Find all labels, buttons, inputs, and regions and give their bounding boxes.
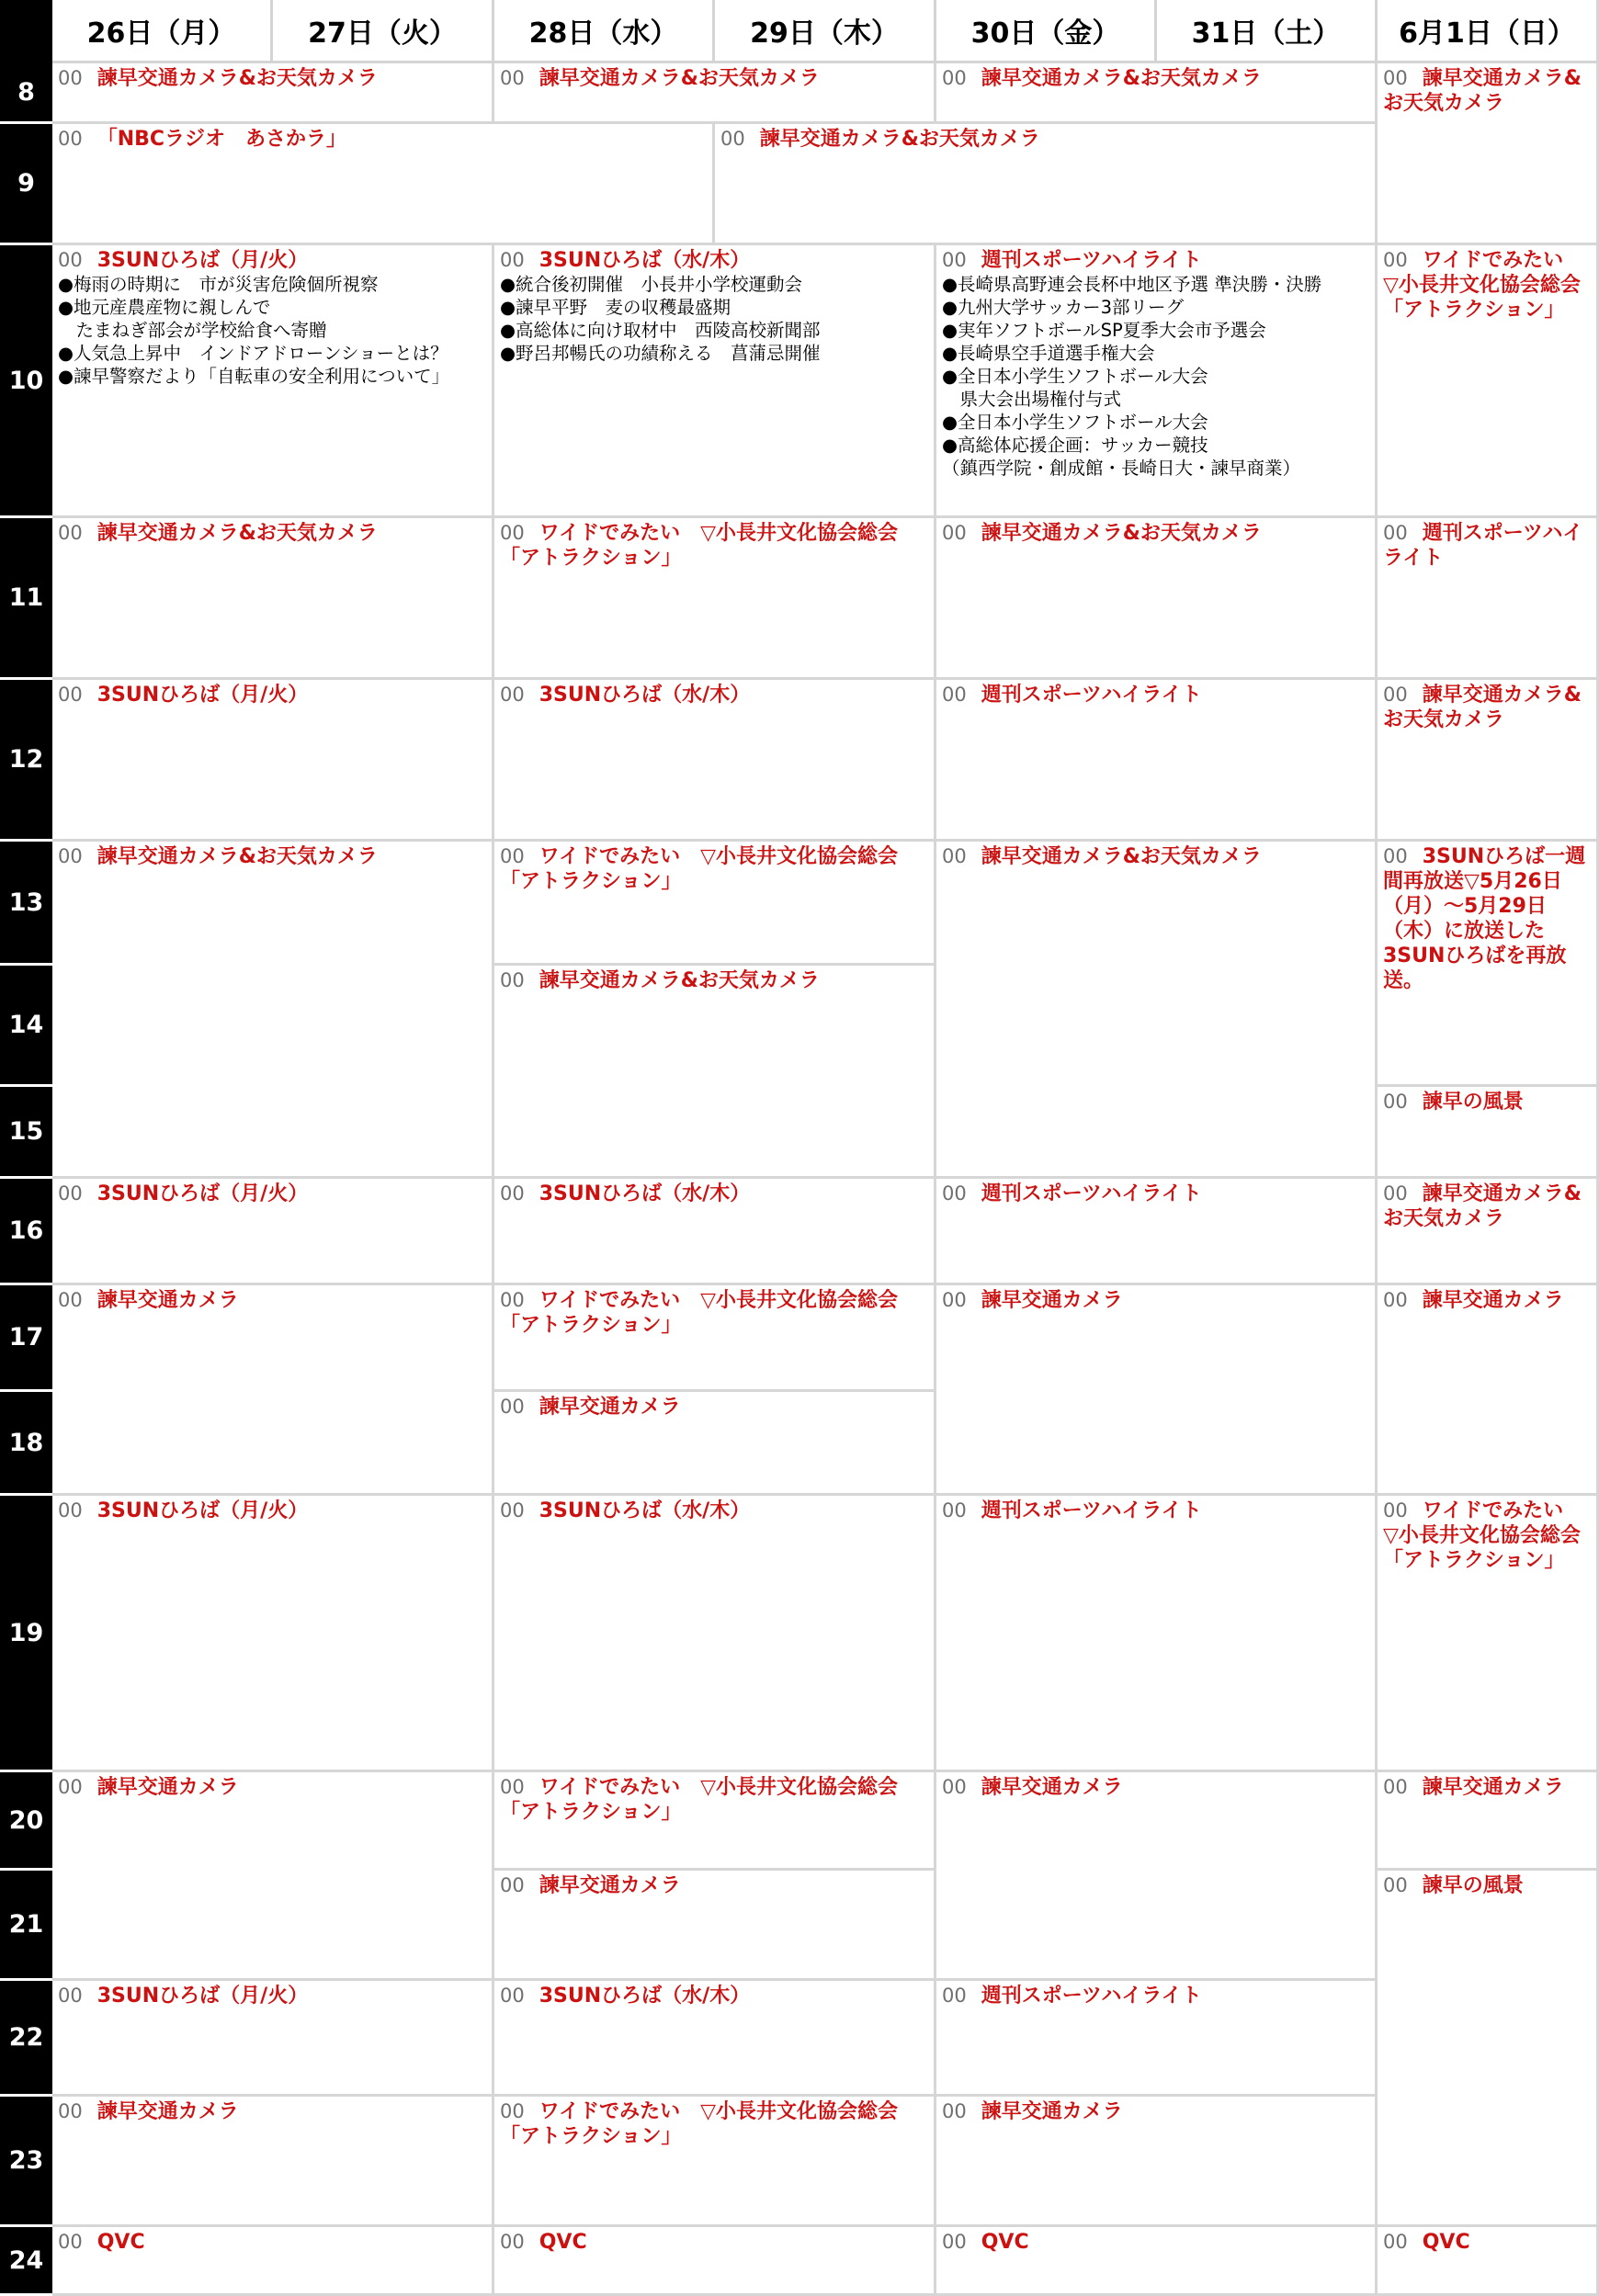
program-title: 週刊スポーツハイライト <box>981 1499 1202 1522</box>
program-minute: 00 <box>500 1289 525 1311</box>
program-heading <box>942 2230 1369 2255</box>
program-heading <box>500 683 928 707</box>
program-slot[interactable] <box>52 124 715 245</box>
program-minute: 00 <box>942 522 967 544</box>
program-detail: ●全日本小学生ソフトボール大会 <box>942 366 1208 387</box>
program-heading <box>1383 683 1591 732</box>
program-heading <box>942 2099 1369 2124</box>
day-header-4: 29日（木） <box>715 0 936 63</box>
program-slot[interactable] <box>494 63 936 124</box>
program-heading <box>1383 1182 1591 1231</box>
program-slot[interactable] <box>52 680 494 842</box>
program-minute: 00 <box>1383 2231 1408 2253</box>
program-heading <box>500 248 928 273</box>
program-heading <box>942 1288 1369 1313</box>
program-minute: 00 <box>58 128 83 150</box>
hour-label: 18 <box>0 1392 52 1496</box>
hour-label: 9 <box>0 124 52 245</box>
program-detail: （鎮西学院・創成館・長崎日大・諫早商業） <box>942 458 1301 479</box>
program-detail: ●高総体に向け取材中 西陵高校新聞部 <box>500 320 821 341</box>
program-title: 「NBCラジオ あさかラ」 <box>96 128 347 151</box>
program-slot[interactable] <box>1378 1179 1599 1285</box>
program-minute: 00 <box>942 684 967 706</box>
program-slot[interactable] <box>494 1772 936 1871</box>
program-heading <box>58 127 707 152</box>
program-slot[interactable] <box>494 518 936 680</box>
hour-label: 17 <box>0 1285 52 1392</box>
program-minute: 00 <box>58 845 83 867</box>
program-title: QVC <box>1422 2231 1470 2254</box>
program-minute: 00 <box>500 2100 525 2122</box>
day-header-5: 30日（金） <box>936 0 1157 63</box>
program-minute: 00 <box>1383 845 1408 867</box>
program-minute: 00 <box>58 522 83 544</box>
hour-label: 15 <box>0 1087 52 1179</box>
program-title: 諫早交通カメラ <box>96 2100 239 2123</box>
program-title: QVC <box>96 2231 145 2254</box>
program-slot[interactable] <box>1378 2227 1599 2296</box>
program-heading <box>58 1182 486 1206</box>
program-slot[interactable] <box>1378 245 1599 518</box>
program-slot[interactable] <box>52 63 494 124</box>
program-slot[interactable] <box>494 245 936 518</box>
program-slot[interactable] <box>52 2227 494 2296</box>
program-heading <box>942 1182 1369 1206</box>
program-heading <box>1383 248 1591 322</box>
program-title: 諫早交通カメラ&お天気カメラ <box>1383 684 1582 731</box>
program-slot[interactable] <box>1378 518 1599 680</box>
program-minute: 00 <box>500 1874 525 1896</box>
program-heading <box>942 1984 1369 2008</box>
program-heading <box>1383 2230 1591 2255</box>
program-title: 諫早交通カメラ <box>981 1289 1123 1312</box>
program-slot[interactable] <box>936 1285 1378 1496</box>
program-title: 3SUNひろば（月/火） <box>96 1182 309 1205</box>
program-detail: ●九州大学サッカー3部リーグ <box>942 297 1185 318</box>
program-heading <box>500 1182 928 1206</box>
program-title: 諫早交通カメラ&お天気カメラ <box>981 522 1262 545</box>
hour-label: 12 <box>0 680 52 842</box>
program-minute: 00 <box>58 1499 83 1521</box>
program-detail: ●統合後初開催 小長井小学校運動会 <box>500 274 803 295</box>
program-slot[interactable] <box>936 680 1378 842</box>
program-title: ワイドでみたい ▽小長井文化協会総会「アトラクション」 <box>500 845 898 893</box>
program-title: 諫早交通カメラ <box>539 1874 681 1897</box>
program-minute: 00 <box>942 249 967 271</box>
program-minute: 00 <box>500 1396 525 1418</box>
program-heading <box>58 248 486 273</box>
program-slot[interactable] <box>52 245 494 518</box>
program-detail: ●人気急上昇中 インドアドローンショーとは？ <box>58 343 448 364</box>
program-title: 3SUNひろば（水/木） <box>539 684 751 707</box>
program-minute: 00 <box>942 1182 967 1205</box>
program-minute: 00 <box>58 1985 83 2007</box>
program-heading <box>720 127 1369 152</box>
program-minute: 00 <box>58 1776 83 1798</box>
program-title: QVC <box>981 2231 1029 2254</box>
program-minute: 00 <box>1383 249 1408 271</box>
program-minute: 00 <box>58 67 83 89</box>
program-heading <box>942 248 1369 273</box>
program-slot[interactable] <box>52 1285 494 1496</box>
program-slot[interactable] <box>1378 680 1599 842</box>
program-title: 3SUNひろば（月/火） <box>96 684 309 707</box>
program-title: ワイドでみたい ▽小長井文化協会総会「アトラクション」 <box>1383 1499 1584 1572</box>
program-heading <box>500 1288 928 1338</box>
program-slot[interactable] <box>52 1981 494 2097</box>
program-slot[interactable] <box>936 1179 1378 1285</box>
program-slot[interactable] <box>494 966 936 1179</box>
hour-label: 20 <box>0 1772 52 1871</box>
program-minute: 00 <box>58 1289 83 1311</box>
program-title: ワイドでみたい ▽小長井文化協会総会「アトラクション」 <box>500 1776 898 1824</box>
program-heading <box>1383 1090 1591 1114</box>
hour-label: 21 <box>0 1871 52 1981</box>
program-slot[interactable] <box>52 842 494 1179</box>
program-detail: ●長崎県高野連会長杯中地区予選 準決勝・決勝 <box>942 274 1322 295</box>
program-minute: 00 <box>942 2231 967 2253</box>
program-heading <box>1383 1873 1591 1898</box>
program-minute: 00 <box>58 684 83 706</box>
program-detail: 県大会出場権付与式 <box>942 389 1122 410</box>
program-slot[interactable] <box>936 63 1378 124</box>
program-minute: 00 <box>942 1499 967 1521</box>
program-heading <box>500 66 928 91</box>
program-title: 諫早の風景 <box>1422 1874 1524 1897</box>
program-minute: 00 <box>942 67 967 89</box>
program-heading <box>500 1984 928 2008</box>
program-minute: 00 <box>1383 1182 1408 1205</box>
program-minute: 00 <box>500 249 525 271</box>
program-heading <box>58 1984 486 2008</box>
program-minute: 00 <box>500 522 525 544</box>
program-title: 諫早交通カメラ&お天気カメラ <box>981 845 1262 868</box>
program-detail: ●全日本小学生ソフトボール大会 <box>942 412 1208 433</box>
program-title: 3SUNひろば（水/木） <box>539 1499 751 1522</box>
program-title: ワイドでみたい ▽小長井文化協会総会「アトラクション」 <box>500 2100 898 2148</box>
program-title: ワイドでみたい ▽小長井文化協会総会「アトラクション」 <box>1383 249 1584 322</box>
program-heading <box>500 2230 928 2255</box>
program-detail: ●諫早平野 麦の収穫最盛期 <box>500 297 731 318</box>
program-heading <box>58 2099 486 2124</box>
program-minute: 00 <box>942 845 967 867</box>
program-minute: 00 <box>1383 67 1408 89</box>
program-slot[interactable] <box>936 1496 1378 1772</box>
program-slot[interactable] <box>936 1772 1378 1981</box>
program-minute: 00 <box>500 1985 525 2007</box>
program-minute: 00 <box>1383 1776 1408 1798</box>
program-heading <box>942 1775 1369 1800</box>
program-slot[interactable] <box>494 2097 936 2227</box>
program-slot[interactable] <box>936 2097 1378 2227</box>
program-title: 週刊スポーツハイライト <box>981 1182 1202 1205</box>
program-slot[interactable] <box>494 1392 936 1496</box>
hour-label: 24 <box>0 2227 52 2296</box>
program-minute: 00 <box>942 1985 967 2007</box>
program-title: 諫早交通カメラ <box>981 1776 1123 1799</box>
program-detail: ●地元産農産物に親しんで <box>58 297 271 318</box>
program-title: 諫早交通カメラ <box>1422 1289 1564 1312</box>
program-heading <box>58 844 486 869</box>
program-heading <box>500 844 928 894</box>
program-minute: 00 <box>58 2100 83 2122</box>
program-slot[interactable] <box>494 1496 936 1772</box>
program-minute: 00 <box>58 249 83 271</box>
program-heading <box>58 1288 486 1313</box>
program-detail: ●梅雨の時期に 市が災害危険個所視察 <box>58 274 379 295</box>
hour-label: 14 <box>0 966 52 1087</box>
program-title: 諫早の風景 <box>1422 1091 1524 1114</box>
program-slot[interactable] <box>52 1772 494 1981</box>
program-heading <box>58 1775 486 1800</box>
hour-label: 11 <box>0 518 52 680</box>
program-slot[interactable] <box>1378 1871 1599 2227</box>
program-minute: 00 <box>500 67 525 89</box>
program-slot[interactable] <box>52 1179 494 1285</box>
program-detail: ●高総体応援企画：サッカー競技 <box>942 435 1208 456</box>
program-minute: 00 <box>500 684 525 706</box>
program-slot[interactable] <box>494 2227 936 2296</box>
hour-label: 22 <box>0 1981 52 2097</box>
program-title: 諫早交通カメラ&お天気カメラ <box>96 522 378 545</box>
program-slot[interactable] <box>494 1871 936 1981</box>
program-slot[interactable] <box>715 124 1378 245</box>
program-title: ワイドでみたい ▽小長井文化協会総会「アトラクション」 <box>500 1289 898 1337</box>
program-title: QVC <box>539 2231 587 2254</box>
hour-label: 19 <box>0 1496 52 1772</box>
program-minute: 00 <box>500 969 525 991</box>
program-heading <box>1383 844 1591 993</box>
header-corner <box>0 0 52 63</box>
program-minute: 00 <box>500 845 525 867</box>
program-title: 諫早交通カメラ&お天気カメラ <box>1383 1182 1582 1230</box>
program-slot[interactable] <box>1378 1772 1599 1871</box>
hour-label: 8 <box>0 63 52 124</box>
program-title: 3SUNひろば一週間再放送▽5月26日（月）～5月29日（木）に放送した3SUNひろばを再放送。 <box>1383 845 1586 992</box>
program-slot[interactable] <box>494 842 936 966</box>
program-title: 週刊スポーツハイライト <box>981 249 1202 272</box>
program-minute: 00 <box>58 1182 83 1205</box>
program-heading <box>58 2230 486 2255</box>
program-title: 3SUNひろば（月/火） <box>96 249 309 272</box>
program-slot[interactable] <box>494 1179 936 1285</box>
program-heading <box>500 968 928 993</box>
day-header-6: 31日（土） <box>1157 0 1378 63</box>
program-slot[interactable] <box>936 518 1378 680</box>
hour-label: 23 <box>0 2097 52 2227</box>
day-header-7: 6月1日（日） <box>1378 0 1599 63</box>
program-heading <box>942 1499 1369 1523</box>
hour-label: 10 <box>0 245 52 518</box>
program-heading <box>1383 66 1591 116</box>
program-heading <box>58 521 486 546</box>
hour-label: 13 <box>0 842 52 966</box>
program-heading <box>500 1395 928 1419</box>
program-slot[interactable] <box>936 245 1378 518</box>
program-slot[interactable] <box>52 1496 494 1772</box>
program-minute: 00 <box>1383 684 1408 706</box>
hour-label: 16 <box>0 1179 52 1285</box>
program-heading <box>500 2099 928 2149</box>
program-minute: 00 <box>58 2231 83 2253</box>
day-header-3: 28日（水） <box>494 0 715 63</box>
program-title: 3SUNひろば（水/木） <box>539 1985 751 2008</box>
program-minute: 00 <box>500 1499 525 1521</box>
program-slot[interactable] <box>936 1981 1378 2097</box>
program-detail: たまねぎ部会が学校給食へ寄贈 <box>58 320 327 341</box>
program-heading <box>1383 521 1591 571</box>
program-title: 諫早交通カメラ <box>981 2100 1123 2123</box>
program-slot[interactable] <box>1378 63 1599 245</box>
program-heading <box>942 521 1369 546</box>
program-title: 諫早交通カメラ <box>96 1289 239 1312</box>
program-slot[interactable] <box>936 2227 1378 2296</box>
program-detail: ●野呂邦暢氏の功績称える 菖蒲忌開催 <box>500 343 821 364</box>
program-slot[interactable] <box>52 518 494 680</box>
program-slot[interactable] <box>1378 1285 1599 1496</box>
program-heading <box>942 683 1369 707</box>
program-slot[interactable] <box>1378 1087 1599 1179</box>
program-title: 諫早交通カメラ&お天気カメラ <box>96 845 378 868</box>
program-title: 諫早交通カメラ&お天気カメラ <box>539 67 820 90</box>
program-minute: 00 <box>942 1776 967 1798</box>
program-minute: 00 <box>1383 522 1408 544</box>
program-title: 諫早交通カメラ <box>1422 1776 1564 1799</box>
program-heading <box>1383 1775 1591 1800</box>
program-heading <box>500 1775 928 1825</box>
program-slot[interactable] <box>1378 1496 1599 1772</box>
program-heading <box>1383 1288 1591 1313</box>
program-minute: 00 <box>1383 1091 1408 1113</box>
program-slot[interactable] <box>494 1285 936 1392</box>
program-title: 週刊スポーツハイライト <box>1383 522 1583 570</box>
program-heading <box>942 66 1369 91</box>
program-title: 諫早交通カメラ&お天気カメラ <box>759 128 1040 151</box>
program-title: ワイドでみたい ▽小長井文化協会総会「アトラクション」 <box>500 522 898 570</box>
day-header-1: 26日（月） <box>52 0 273 63</box>
program-title: 3SUNひろば（月/火） <box>96 1499 309 1522</box>
program-minute: 00 <box>942 1289 967 1311</box>
program-title: 諫早交通カメラ <box>539 1396 681 1419</box>
program-minute: 00 <box>1383 1289 1408 1311</box>
program-title: 諫早交通カメラ&お天気カメラ <box>1383 67 1582 115</box>
program-minute: 00 <box>942 2100 967 2122</box>
program-heading <box>942 844 1369 869</box>
day-header-2: 27日（火） <box>273 0 494 63</box>
program-minute: 00 <box>500 2231 525 2253</box>
program-minute: 00 <box>500 1182 525 1205</box>
program-title: 諫早交通カメラ&お天気カメラ <box>96 67 378 90</box>
program-heading <box>58 66 486 91</box>
program-detail: ●諫早警察だより「自転車の安全利用について」 <box>58 366 450 387</box>
program-title: 諫早交通カメラ <box>96 1776 239 1799</box>
program-title: 諫早交通カメラ&お天気カメラ <box>539 969 820 992</box>
program-title: 3SUNひろば（水/木） <box>539 1182 751 1205</box>
program-heading <box>500 1873 928 1898</box>
program-detail: ●長崎県空手道選手権大会 <box>942 343 1155 364</box>
program-slot[interactable] <box>52 2097 494 2227</box>
program-slot[interactable] <box>936 842 1378 1179</box>
program-heading <box>58 683 486 707</box>
program-slot[interactable] <box>1378 842 1599 1087</box>
program-detail: ●実年ソフトボールSP夏季大会市予選会 <box>942 320 1266 341</box>
program-title: 週刊スポーツハイライト <box>981 1985 1202 2008</box>
program-heading <box>500 1499 928 1523</box>
program-slot[interactable] <box>494 680 936 842</box>
program-heading <box>1383 1499 1591 1573</box>
program-minute: 00 <box>720 128 745 150</box>
program-title: 週刊スポーツハイライト <box>981 684 1202 707</box>
program-heading <box>58 1499 486 1523</box>
program-minute: 00 <box>1383 1874 1408 1896</box>
program-title: 諫早交通カメラ&お天気カメラ <box>981 67 1262 90</box>
program-minute: 00 <box>500 1776 525 1798</box>
program-slot[interactable] <box>494 1981 936 2097</box>
program-title: 3SUNひろば（月/火） <box>96 1985 309 2008</box>
program-title: 3SUNひろば（水/木） <box>539 249 751 272</box>
program-heading <box>500 521 928 571</box>
program-minute: 00 <box>1383 1499 1408 1521</box>
